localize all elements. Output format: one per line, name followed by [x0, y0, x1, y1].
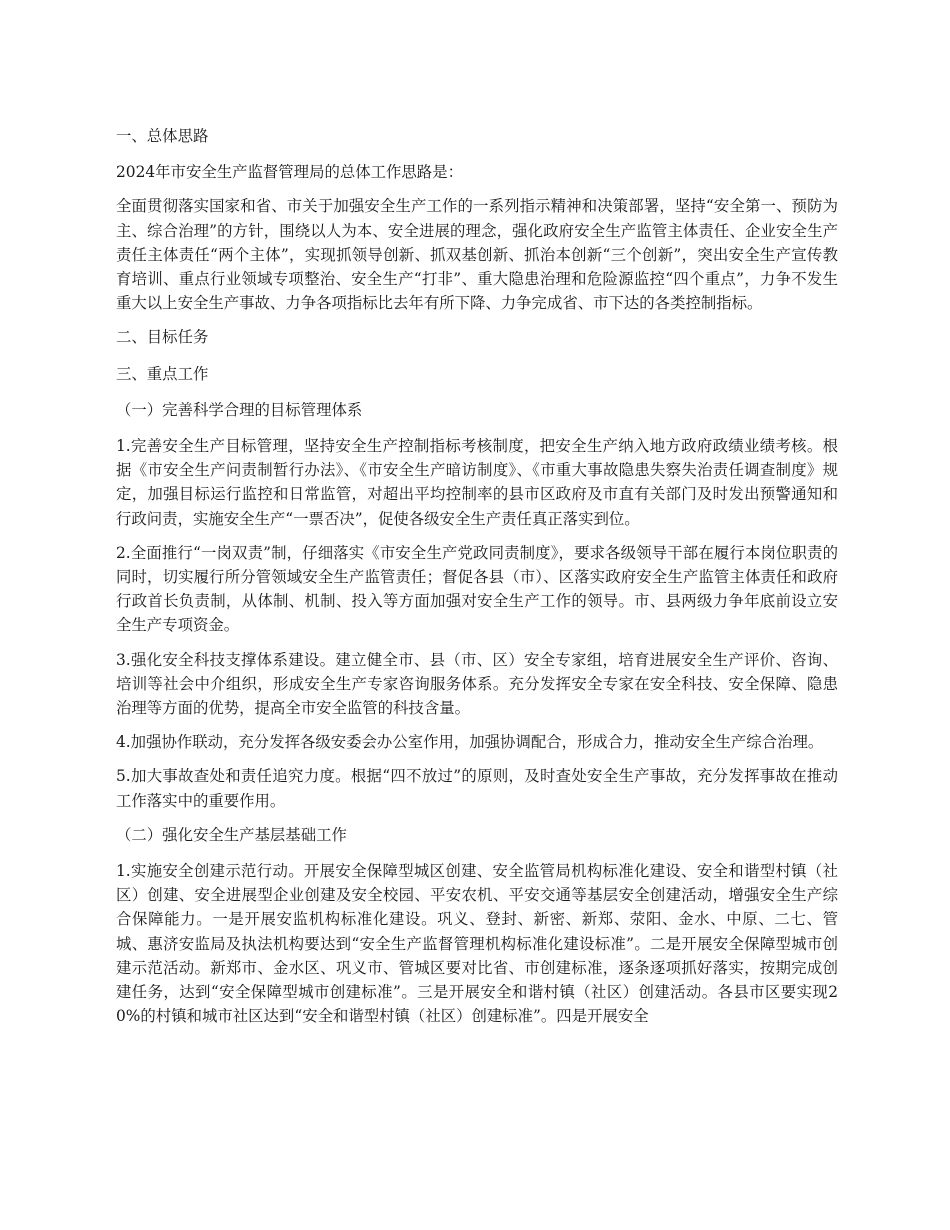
section-heading-key-work: 三、重点工作	[116, 364, 209, 383]
section-heading-overall-approach: 一、总体思路	[116, 127, 209, 145]
approach-paragraph: 全面贯彻落实国家和省、市关于加强安全生产工作的一系列指示精神和决策部署，坚持“安全第一、预防为主、综合治理”的方针，围绕以人为本、安全进展的理念，强化政府安全生产监管主体责任、企业安全生产责任主体责任“两个主体”，实现抓领导创新、抓双基创新、抓治本创新“三个创新”，突出安全生产宣传教育培训、重点行业领域专项整治、安全生产“打非”、重大隐患治理和危险源监控“四个重点”，力争不发生重大以上安全生产事故、力争各项指标比去年有所下降、力争完成省、市下达的各类控制指标。	[116, 197, 838, 313]
item-paragraph-5: 5.加大事故查处和责任追究力度。根据“四不放过”的原则，及时查处安全生产事故，充分发挥事故在推动工作落实中的重要作用。	[116, 767, 838, 810]
section-heading-goals: 二、目标任务	[116, 328, 209, 347]
subsection-heading-grassroots: （二）强化安全生产基层基础工作	[116, 825, 347, 844]
intro-paragraph: 2024年市安全生产监督管理局的总体工作思路是：	[116, 163, 463, 182]
item-paragraph-2: 2.全面推行“一岗双责”制，仔细落实《市安全生产党政同责制度》，要求各级领导干部在履行本岗位职责的同时，切实履行所分管领域安全生产监管责任；督促各县（市）、区落实政府安全生产监管主体责任和政府行政首长负责制，从体制、机制、投入等方面加强对安全生产工作的领导。市、县两级力争年底前设立安全生产专项资金。	[116, 543, 838, 635]
document-page	[116, 124, 838, 1039]
item-paragraph-4: 4.加强协作联动，充分发挥各级安委会办公室作用，加强协调配合，形成合力，推动安全生产综合治理。	[116, 733, 824, 752]
subsection-heading-target-management: （一）完善科学合理的目标管理体系	[116, 400, 363, 419]
item-paragraph-1: 1.完善安全生产目标管理，坚持安全生产控制指标考核制度，把安全生产纳入地方政府政绩业绩考核。根据《市安全生产问责制暂行办法》、《市安全生产暗访制度》、《市重大事故隐患失察失治责任调查制度》规定，加强目标运行监控和日常监管，对超出平均控制率的县市区政府及市直有关部门及时发出预警通知和行政问责，实施安全生产“一票否决”，促使各级安全生产责任真正落实到位。	[116, 437, 838, 528]
item-paragraph-3: 3.强化安全科技支撑体系建设。建立健全市、县（市、区）安全专家组，培育进展安全生产评价、咨询、培训等社会中介组织，形成安全生产专家咨询服务体系。充分发挥安全专家在安全科技、安全保障、隐患治理等方面的优势，提高全市安全监管的科技含量。	[116, 650, 838, 718]
item-paragraph-grassroots-1: 1.实施安全创建示范行动。开展安全保障型城区创建、安全监管局机构标准化建设、安全和谐型村镇（社区）创建、安全进展型企业创建及安全校园、平安农机、平安交通等基层安全创建活动，增强安全生产综合保障能力。一是开展安监机构标准化建设。巩义、登封、新密、新郑、荥阳、金水、中原、二七、管城、惠济安监局及执法机构要达到“安全生产监督管理机构标准化建设标准”。二是开展安全保障型城市创建示范活动。新郑市、金水区、巩义市、管城区要对比省、市创建标准，逐条逐项抓好落实，按期完成创建任务，达到“安全保障型城市创建标准”。三是开展安全和谐村镇（社区）创建活动。各县市区要实现20%的村镇和城市社区达到“安全和谐型村镇（社区）创建标准”。四是开展安全	[116, 862, 838, 1026]
